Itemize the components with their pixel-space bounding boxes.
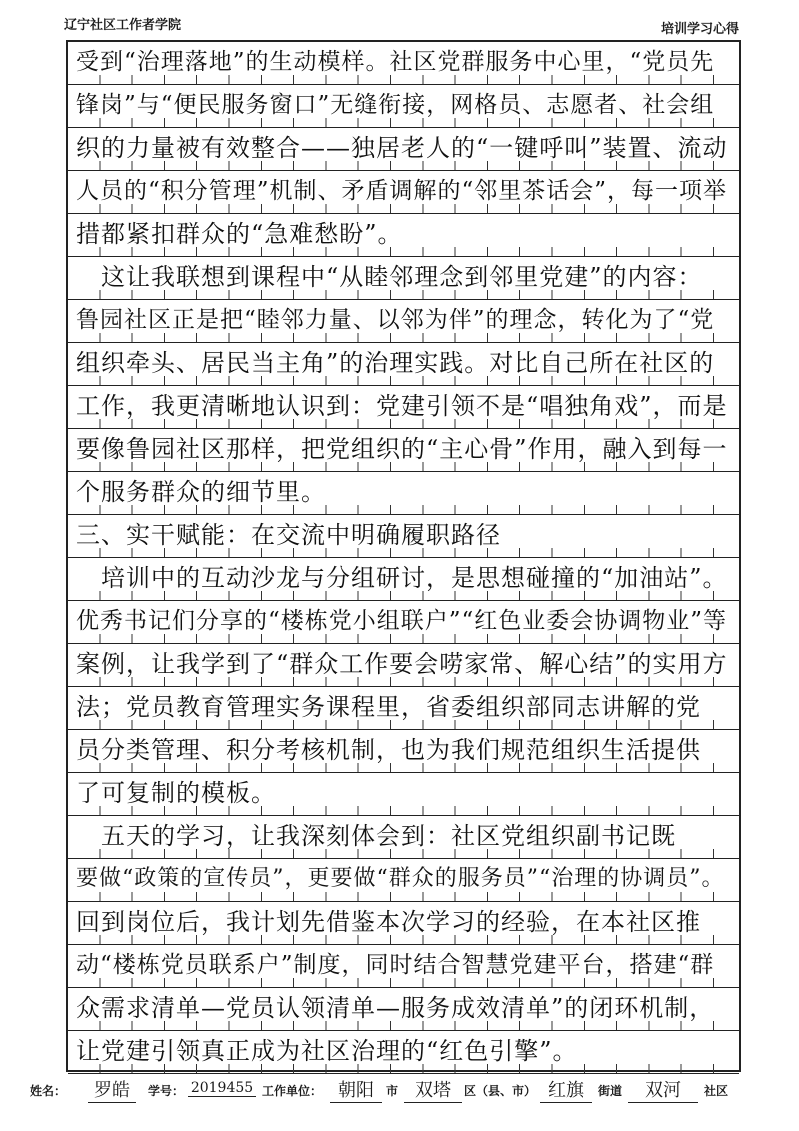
document-title: 培训学习心得 [660, 22, 739, 37]
ruled-line [68, 85, 739, 128]
ruled-line [68, 730, 739, 773]
district-label: 区（县、市） [464, 1084, 537, 1098]
handwritten-text-line: 培训中的互动沙龙与分组研讨，是思想碰撞的“加油站”。 [76, 564, 728, 592]
handwritten-text-line: 三、实干赋能：在交流中明确履职路径 [76, 521, 501, 549]
handwritten-text-line: 织的力量被有效整合——独居老人的“一键呼叫”装置、流动 [76, 134, 728, 162]
handwritten-text-line: 回到岗位后，我计划先借鉴本次学习的经验，在本社区推 [76, 908, 701, 936]
district-value: 双塔 [404, 1076, 462, 1103]
ruled-line [68, 859, 739, 902]
handwritten-text-line: 措都紧扣群众的“急难愁盼”。 [76, 220, 403, 248]
name-label: 姓名： [30, 1084, 67, 1098]
name-value: 罗皓 [88, 1076, 136, 1103]
ruled-line [68, 128, 739, 171]
ruled-line [68, 773, 739, 816]
ruled-line [68, 386, 739, 429]
handwritten-text-line: 法；党员教育管理实务课程里，省委组织部同志讲解的党 [76, 693, 701, 721]
handwritten-text-line: 要像鲁园社区那样，把党组织的“主心骨”作用，融入到每一 [76, 435, 728, 463]
ruled-line [68, 988, 739, 1031]
handwritten-text-line: 个服务群众的细节里。 [76, 478, 326, 506]
handwritten-text-line: 人员的“积分管理”机制、矛盾调解的“邻里茶话会”，每一项举 [76, 178, 728, 204]
ruled-line [68, 472, 739, 515]
handwritten-text-line: 锋岗”与“便民服务窗口”无缝衔接，网格员、志愿者、社会组 [76, 92, 715, 118]
handwritten-text-line: 让党建引领真正成为社区治理的“红色引擎”。 [76, 1037, 578, 1065]
ruled-line [68, 687, 739, 730]
handwritten-text-line: 案例，让我学到了“群众工作要会唠家常、解心结”的实用方 [76, 650, 728, 678]
handwritten-text-line: 这让我联想到课程中“从睦邻理念到邻里党建”的内容： [76, 263, 703, 291]
page-footer [0, 1074, 799, 1114]
handwritten-text-line: 工作，我更清晰地认识到：党建引领不是“唱独角戏”，而是 [76, 392, 728, 420]
handwritten-text-line: 要做“政策的宣传员”，更要做“群众的服务员”“治理的协调员”。 [76, 866, 725, 891]
ruled-line [68, 558, 739, 601]
ruled-line [68, 343, 739, 386]
ruled-line [68, 902, 739, 945]
street-label: 街道 [598, 1084, 623, 1098]
ruled-line [68, 214, 739, 257]
student-id-value: 2019455 [188, 1080, 256, 1097]
handwritten-text-line: 受到“治理落地”的生动模样。社区党群服务中心里，“党员先 [76, 49, 715, 75]
city-label: 市 [386, 1084, 399, 1098]
handwritten-text-line: 员分类管理、积分考核机制，也为我们规范组织生活提供 [76, 736, 701, 764]
handwritten-text-line: 动“楼栋党员联系户”制度，同时结合智慧党建平台，搭建“群 [76, 952, 715, 978]
ruled-line [68, 429, 739, 472]
work-unit-label: 工作单位： [262, 1084, 323, 1098]
writing-sheet [66, 40, 741, 1072]
handwritten-text-line: 五天的学习，让我深刻体会到：社区党组织副书记既 [76, 822, 676, 850]
handwritten-text-line: 众需求清单—党员认领清单—服务成效清单”的闭环机制， [76, 994, 715, 1022]
ruled-line [68, 300, 739, 343]
ruled-line [68, 945, 739, 988]
ruled-line [68, 515, 739, 558]
student-id-label: 学号： [148, 1084, 185, 1098]
city-value: 朝阳 [330, 1076, 382, 1103]
ruled-line [68, 816, 739, 859]
handwritten-text-line: 鲁园社区正是把“睦邻力量、以邻为伴”的理念，转化为了“党 [76, 307, 715, 333]
community-value: 双河 [628, 1076, 698, 1103]
ruled-line [68, 257, 739, 300]
street-value: 红旗 [540, 1076, 592, 1103]
ruled-line [68, 1031, 739, 1074]
ruled-line [68, 601, 739, 644]
ruled-line [68, 42, 739, 85]
handwritten-text-line: 组织牵头、居民当主角”的治理实践。对比自己所在社区的 [76, 349, 715, 377]
handwritten-text-line: 优秀书记们分享的“楼栋党小组联户”“红色业委会协调物业”等 [76, 608, 728, 634]
page-header [0, 0, 799, 40]
ruled-line [68, 644, 739, 687]
institution-title: 辽宁社区工作者学院 [64, 18, 182, 33]
community-label: 社区 [704, 1084, 729, 1098]
ruled-line [68, 171, 739, 214]
handwritten-text-line: 了可复制的模板。 [76, 779, 276, 807]
